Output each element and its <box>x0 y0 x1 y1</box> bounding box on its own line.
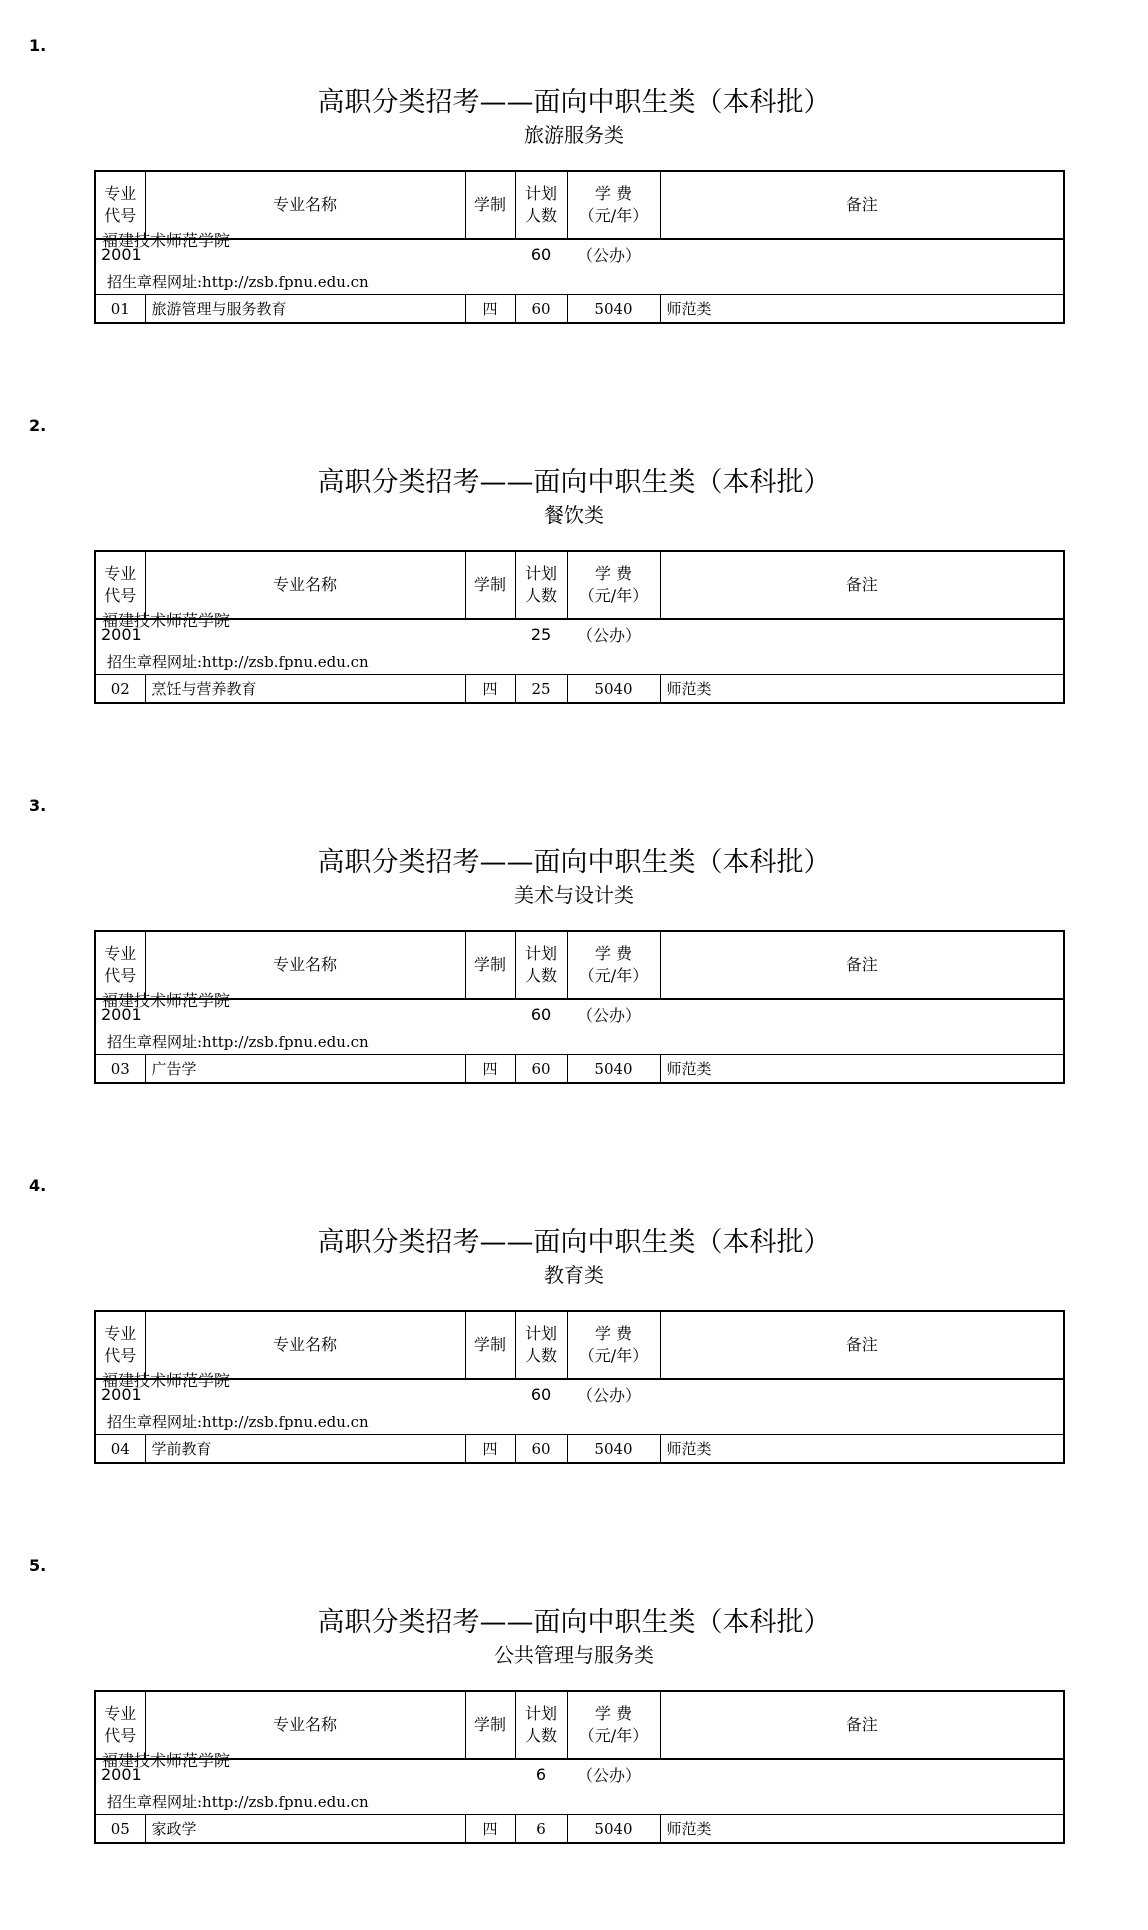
header-plan: 计划 人数 <box>515 551 567 619</box>
header-major-code: 专业 代号 <box>95 1691 145 1759</box>
header-plan: 计划 人数 <box>515 171 567 239</box>
major-remark: 师范类 <box>660 1815 1064 1844</box>
major-code: 04 <box>95 1435 145 1464</box>
header-plan: 计划 人数 <box>515 1691 567 1759</box>
major-name: 旅游管理与服务教育 <box>145 295 465 324</box>
header-major-code: 专业 代号 <box>95 1311 145 1379</box>
major-fee: 5040 <box>567 295 660 324</box>
major-code: 05 <box>95 1815 145 1844</box>
header-fee: 学 费 （元/年） <box>567 931 660 999</box>
section-category: 教育类 <box>544 1263 604 1287</box>
header-years: 学制 <box>465 1311 515 1379</box>
enrollment-table <box>94 170 1065 324</box>
school-code: 2001 <box>101 624 142 644</box>
major-row <box>95 1055 1064 1084</box>
enrollment-table <box>94 1310 1065 1464</box>
school-type: （公办） <box>577 245 642 265</box>
major-row <box>95 1815 1064 1844</box>
section-title: 高职分类招考——面向中职生类（本科批） <box>317 467 831 498</box>
admission-url[interactable]: 招生章程网址:http://zsb.fpnu.edu.cn <box>107 652 369 671</box>
school-url-row <box>95 648 1064 675</box>
header-fee: 学 费 （元/年） <box>567 551 660 619</box>
section-4 <box>0 1140 1148 1520</box>
header-major-name: 专业名称 <box>145 931 465 999</box>
major-fee: 5040 <box>567 675 660 704</box>
major-row <box>95 1435 1064 1464</box>
header-years: 学制 <box>465 931 515 999</box>
school-code: 2001 <box>101 244 142 264</box>
header-major-code: 专业 代号 <box>95 931 145 999</box>
school-plan: 60 <box>530 1004 552 1024</box>
major-name: 广告学 <box>145 1055 465 1084</box>
section-title: 高职分类招考——面向中职生类（本科批） <box>317 1607 831 1638</box>
school-url-row <box>95 1028 1064 1055</box>
major-name: 学前教育 <box>145 1435 465 1464</box>
header-major-name: 专业名称 <box>145 551 465 619</box>
major-years: 四 <box>465 1815 515 1844</box>
header-remark: 备注 <box>660 551 1064 619</box>
table-header-row <box>95 551 1064 619</box>
school-row <box>95 239 1064 268</box>
school-code: 2001 <box>101 1004 142 1024</box>
section-number: 1. <box>29 36 47 55</box>
admission-url[interactable]: 招生章程网址:http://zsb.fpnu.edu.cn <box>107 1792 369 1811</box>
section-1 <box>0 0 1148 380</box>
school-code: 2001 <box>101 1764 142 1784</box>
header-fee: 学 费 （元/年） <box>567 1311 660 1379</box>
header-plan: 计划 人数 <box>515 1311 567 1379</box>
school-name: 福建技术师范学院 <box>102 231 231 250</box>
admission-url[interactable]: 招生章程网址:http://zsb.fpnu.edu.cn <box>107 1032 369 1051</box>
enrollment-table <box>94 1690 1065 1844</box>
school-plan: 25 <box>530 624 552 644</box>
school-row <box>95 1379 1064 1408</box>
major-fee: 5040 <box>567 1435 660 1464</box>
admission-url[interactable]: 招生章程网址:http://zsb.fpnu.edu.cn <box>107 1412 369 1431</box>
header-remark: 备注 <box>660 171 1064 239</box>
school-code: 2001 <box>101 1384 142 1404</box>
major-code: 01 <box>95 295 145 324</box>
major-remark: 师范类 <box>660 1435 1064 1464</box>
section-number: 5. <box>29 1556 47 1575</box>
major-row <box>95 675 1064 704</box>
school-type: （公办） <box>577 1385 642 1405</box>
major-code: 03 <box>95 1055 145 1084</box>
major-row <box>95 295 1064 324</box>
section-category: 公共管理与服务类 <box>494 1643 654 1667</box>
major-years: 四 <box>465 1435 515 1464</box>
major-name: 烹饪与营养教育 <box>145 675 465 704</box>
major-remark: 师范类 <box>660 1055 1064 1084</box>
major-remark: 师范类 <box>660 295 1064 324</box>
section-2 <box>0 380 1148 760</box>
admission-url[interactable]: 招生章程网址:http://zsb.fpnu.edu.cn <box>107 272 369 291</box>
header-fee: 学 费 （元/年） <box>567 1691 660 1759</box>
school-row <box>95 619 1064 648</box>
enrollment-table <box>94 930 1065 1084</box>
major-plan: 60 <box>515 1435 567 1464</box>
header-years: 学制 <box>465 171 515 239</box>
section-5 <box>0 1520 1148 1900</box>
section-number: 3. <box>29 796 47 815</box>
section-category: 美术与设计类 <box>514 883 634 907</box>
major-fee: 5040 <box>567 1055 660 1084</box>
school-name: 福建技术师范学院 <box>102 611 231 630</box>
header-remark: 备注 <box>660 1311 1064 1379</box>
table-header-row <box>95 1311 1064 1379</box>
school-row <box>95 999 1064 1028</box>
section-title: 高职分类招考——面向中职生类（本科批） <box>317 1227 831 1258</box>
header-remark: 备注 <box>660 931 1064 999</box>
major-years: 四 <box>465 675 515 704</box>
school-plan: 60 <box>530 1384 552 1404</box>
school-type: （公办） <box>577 1765 642 1785</box>
major-plan: 6 <box>515 1815 567 1844</box>
school-type: （公办） <box>577 1005 642 1025</box>
section-3 <box>0 760 1148 1140</box>
section-category: 餐饮类 <box>544 503 604 527</box>
section-title: 高职分类招考——面向中职生类（本科批） <box>317 847 831 878</box>
school-url-row <box>95 1788 1064 1815</box>
major-plan: 25 <box>515 675 567 704</box>
major-code: 02 <box>95 675 145 704</box>
major-plan: 60 <box>515 1055 567 1084</box>
header-major-name: 专业名称 <box>145 1311 465 1379</box>
table-header-row <box>95 1691 1064 1759</box>
header-plan: 计划 人数 <box>515 931 567 999</box>
school-plan: 60 <box>530 244 552 264</box>
header-major-name: 专业名称 <box>145 171 465 239</box>
header-major-code: 专业 代号 <box>95 551 145 619</box>
section-category: 旅游服务类 <box>524 123 624 147</box>
major-plan: 60 <box>515 295 567 324</box>
header-major-code: 专业 代号 <box>95 171 145 239</box>
school-type: （公办） <box>577 625 642 645</box>
header-years: 学制 <box>465 1691 515 1759</box>
school-name: 福建技术师范学院 <box>102 1371 231 1390</box>
school-url-row <box>95 1408 1064 1435</box>
enrollment-table <box>94 550 1065 704</box>
major-years: 四 <box>465 295 515 324</box>
section-title: 高职分类招考——面向中职生类（本科批） <box>317 87 831 118</box>
major-fee: 5040 <box>567 1815 660 1844</box>
school-url-row <box>95 268 1064 295</box>
header-fee: 学 费 （元/年） <box>567 171 660 239</box>
table-header-row <box>95 171 1064 239</box>
major-name: 家政学 <box>145 1815 465 1844</box>
header-years: 学制 <box>465 551 515 619</box>
header-remark: 备注 <box>660 1691 1064 1759</box>
header-major-name: 专业名称 <box>145 1691 465 1759</box>
table-header-row <box>95 931 1064 999</box>
major-years: 四 <box>465 1055 515 1084</box>
section-number: 4. <box>29 1176 47 1195</box>
section-number: 2. <box>29 416 47 435</box>
school-row <box>95 1759 1064 1788</box>
major-remark: 师范类 <box>660 675 1064 704</box>
school-name: 福建技术师范学院 <box>102 991 231 1010</box>
school-name: 福建技术师范学院 <box>102 1751 231 1770</box>
school-plan: 6 <box>535 1764 547 1784</box>
